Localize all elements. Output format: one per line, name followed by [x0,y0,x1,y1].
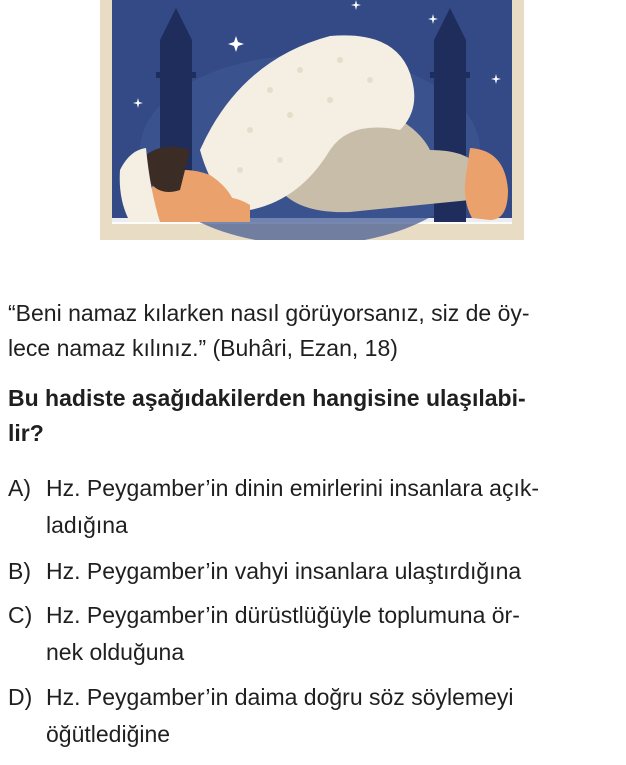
option-text-line: Hz. Peygamber’in daima doğru söz söylemeyi [46,684,514,710]
question-stem [8,381,614,451]
option-c[interactable] [8,597,614,671]
option-text-line: Hz. Peygamber’in dürüstlüğüyle toplumuna ör- [46,602,520,628]
option-text-line: ladığına [46,512,128,538]
hadith-quote-line: “Beni namaz kılarken nasıl görüyorsanız, siz de öy- [8,300,530,326]
option-letter: B) [8,558,31,584]
option-text-line: Hz. Peygamber’in dinin emirlerini insanlara açık- [46,475,539,501]
question-stem-line: Bu hadiste aşağıdakilerden hangisine ulaşılabi- [8,385,526,411]
option-b[interactable] [8,553,614,590]
option-text-line: Hz. Peygamber’in vahyi insanlara ulaştırdığına [46,558,522,584]
option-d[interactable] [8,679,614,753]
option-text-line: nek olduğuna [46,639,185,665]
option-letter: D) [8,684,33,710]
question-stem-line: lir? [8,420,44,446]
praying-figure-illustration [0,0,626,240]
hadith-quote [8,296,614,366]
option-a[interactable] [8,470,614,544]
option-letter: C) [8,602,33,628]
hadith-quote-line: lece namaz kılınız.” (Buhâri, Ezan, 18) [8,335,398,361]
option-letter: A) [8,475,31,501]
option-text-line: öğütlediğine [46,721,171,747]
